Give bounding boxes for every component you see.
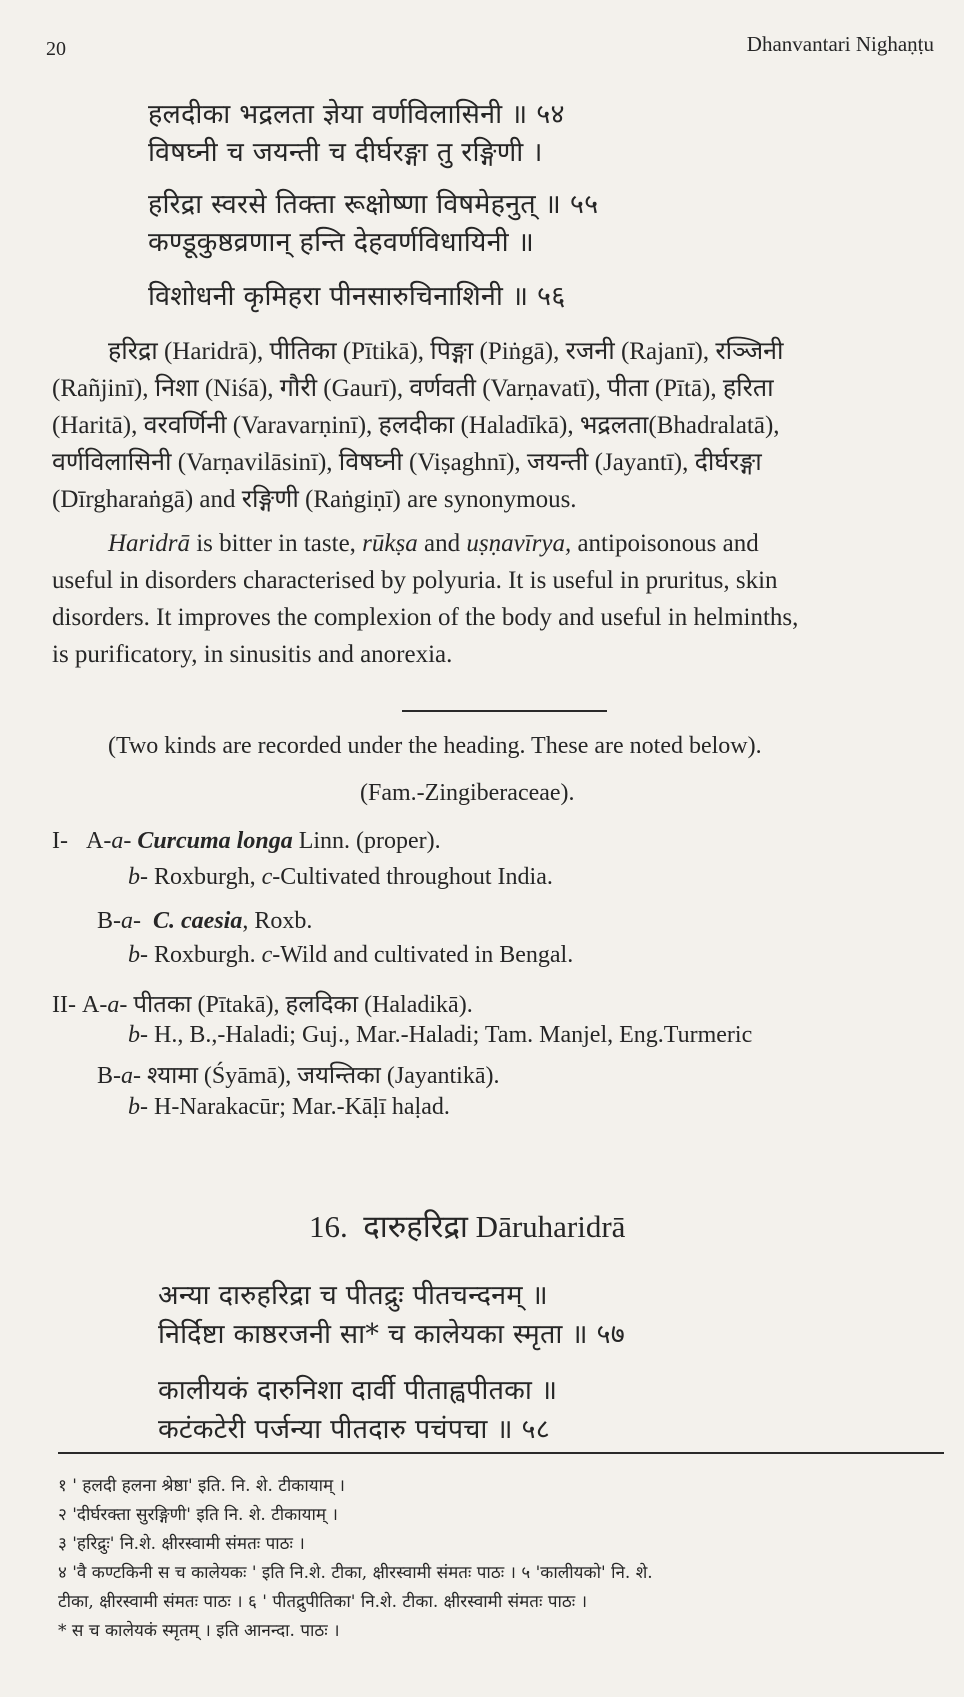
letter-label: A- bbox=[81, 992, 108, 1018]
taxonomy-text: Roxburgh. bbox=[148, 942, 262, 968]
term-haridra: Haridrā bbox=[108, 530, 190, 557]
term-ruksa: rūkṣa bbox=[362, 530, 418, 557]
taxonomy-text: Wild and cultivated in Bengal. bbox=[280, 942, 574, 968]
footnote: ३ 'हरिद्रुः' नि.शे. क्षीरस्वामी संमतः पाठः । bbox=[58, 1534, 305, 1554]
species-name: C. caesia bbox=[153, 908, 243, 934]
properties-line: disorders. It improves the complexion of the body and useful in helminths, bbox=[52, 604, 799, 631]
taxonomy-text: H., B.,-Haladi; Guj., Mar.-Haladi; Tam. Manjel, Eng.Turmeric bbox=[148, 1022, 753, 1048]
properties-text: and bbox=[417, 530, 467, 557]
sub-label: b- bbox=[128, 864, 148, 890]
synonyms-line: (Dīrgharaṅgā) and रङ्गिणी (Raṅgiṇī) are synonymous. bbox=[52, 486, 577, 513]
taxonomy-text: Cultivated throughout India. bbox=[280, 864, 553, 890]
roman-label: II- bbox=[52, 992, 76, 1018]
species-name: Curcuma longa bbox=[137, 828, 293, 854]
sub-label: b- bbox=[128, 1094, 148, 1120]
footnote: ४ 'वै कण्टकिनी स च कालेयकः ' इति नि.शे. टीका, क्षीरस्वामी संमतः पाठः । ५ 'कालीयको' नि. शे. bbox=[58, 1563, 653, 1583]
verse-line: विषघ्नी च जयन्ती च दीर्घरङ्गा तु रङ्गिणी । bbox=[148, 137, 543, 168]
properties-paragraph bbox=[52, 525, 940, 673]
properties-line: is purificatory, in sinusitis and anorexia. bbox=[52, 641, 453, 668]
page-number: 20 bbox=[46, 38, 66, 60]
section-number: 16. bbox=[309, 1209, 348, 1244]
section-divider bbox=[402, 710, 607, 712]
verse-line: अन्या दारुहरिद्रा च पीतद्रुः पीतचन्दनम् ॥ bbox=[158, 1280, 548, 1311]
sub-label: c- bbox=[261, 864, 281, 890]
synonyms-line: वर्णविलासिनी (Varṇavilāsinī), विषघ्नी (Viṣaghnī), जयन्ती (Jayantī), दीर्घरङ्गा bbox=[52, 449, 762, 476]
taxonomy-text: H-Narakacūr; Mar.-Kāḷī haḷad. bbox=[148, 1094, 450, 1120]
kinds-note: (Two kinds are recorded under the heading. These are noted below). bbox=[108, 733, 762, 759]
letter-label: B- bbox=[97, 908, 121, 934]
running-title: Dhanvantari Nighaṇṭu bbox=[746, 32, 934, 56]
footnote: * स च कालेयकं स्मृतम् । इति आनन्दा. पाठः । bbox=[58, 1621, 340, 1641]
taxonomy-text: Roxburgh, bbox=[148, 864, 262, 890]
sub-label: a- bbox=[121, 1063, 141, 1089]
taxonomy-II-B-a bbox=[97, 1058, 500, 1091]
properties-text: is bitter in taste, bbox=[189, 530, 363, 557]
synonyms-line: (Haritā), वरवर्णिनी (Varavarṇinī), हलदीका (Haladīkā), भद्रलता(Bhadralatā), bbox=[52, 412, 780, 439]
sub-label: a- bbox=[107, 992, 128, 1018]
taxonomy-text: पीतका (Pītakā), हलदिका (Haladikā). bbox=[127, 992, 473, 1018]
sub-label: c- bbox=[261, 942, 281, 968]
verse-line: कण्डूकुष्ठव्रणान् हन्ति देहवर्णविधायिनी ॥ bbox=[148, 227, 534, 258]
synonyms-line: हरिद्रा (Haridrā), पीतिका (Pītikā), पिङ्गा (Piṅgā), रजनी (Rajanī), रञ्जिनी bbox=[108, 338, 784, 365]
footnote: १ ' हलदी हलना श्रेष्ठा' इति. नि. शे. टीकायाम् । bbox=[58, 1476, 345, 1496]
family-label: (Fam.-Zingiberaceae). bbox=[360, 780, 575, 806]
properties-line: useful in disorders characterised by polyuria. It is useful in pruritus, skin bbox=[52, 567, 778, 594]
section-title: दारुहरिद्रा Dāruharidrā bbox=[363, 1209, 626, 1244]
verse-line: विशोधनी कृमिहरा पीनसारुचिनाशिनी ॥ ५६ bbox=[148, 281, 566, 312]
taxonomy-I-A-a bbox=[52, 828, 441, 855]
roman-label: I- bbox=[52, 828, 68, 854]
synonyms-paragraph bbox=[52, 333, 940, 518]
taxonomy-II-B-b bbox=[128, 1094, 450, 1121]
sub-label: a- bbox=[121, 908, 141, 934]
letter-label: A- bbox=[85, 828, 112, 854]
taxonomy-II-A-b bbox=[128, 1022, 752, 1049]
verse-line: हरिद्रा स्वरसे तिक्ता रूक्षोष्णा विषमेहनुत् ॥ ५५ bbox=[148, 189, 599, 220]
properties-first-line bbox=[52, 525, 940, 562]
footnote: टीका, क्षीरस्वामी संमतः पाठः । ६ ' पीतद्रुपीतिका' नि.शे. टीका. क्षीरस्वामी संमतः पाठः । bbox=[58, 1592, 588, 1612]
species-authority: , Roxb. bbox=[242, 908, 313, 934]
taxonomy-I-B-b bbox=[128, 942, 573, 969]
verse-line: कालीयकं दारुनिशा दार्वी पीताह्वपीतका ॥ bbox=[158, 1375, 558, 1406]
taxonomy-text: श्यामा (Śyāmā), जयन्तिका (Jayantikā). bbox=[141, 1063, 500, 1089]
footnote: २ 'दीर्घरक्ता सुरङ्गिणी' इति नि. शे. टीकायाम् । bbox=[58, 1505, 338, 1525]
letter-label: B- bbox=[97, 1063, 121, 1089]
footnote-divider bbox=[58, 1452, 944, 1454]
verse-line: कटंकटेरी पर्जन्या पीतदारु पचंपचा ॥ ५८ bbox=[158, 1414, 551, 1445]
synonyms-line: (Rañjinī), निशा (Niśā), गौरी (Gaurī), वर्णवती (Varṇavatī), पीता (Pītā), हरिता bbox=[52, 375, 774, 402]
properties-text: antipoisonous and bbox=[571, 530, 759, 557]
sub-label: b- bbox=[128, 942, 148, 968]
verse-line: निर्दिष्टा काष्ठरजनी सा* च कालेयका स्मृता ॥ ५७ bbox=[158, 1319, 626, 1350]
section-heading bbox=[309, 1205, 625, 1247]
taxonomy-I-A-b bbox=[128, 864, 553, 891]
sub-label: b- bbox=[128, 1022, 148, 1048]
term-usnavirya: uṣṇavīrya, bbox=[466, 530, 572, 557]
species-authority: Linn. (proper). bbox=[292, 828, 441, 854]
taxonomy-II-A-a bbox=[52, 987, 473, 1020]
sub-label: a- bbox=[111, 828, 132, 854]
verse-line: हलदीका भद्रलता ज्ञेया वर्णविलासिनी ॥ ५४ bbox=[148, 99, 565, 130]
taxonomy-I-B-a bbox=[97, 908, 312, 935]
